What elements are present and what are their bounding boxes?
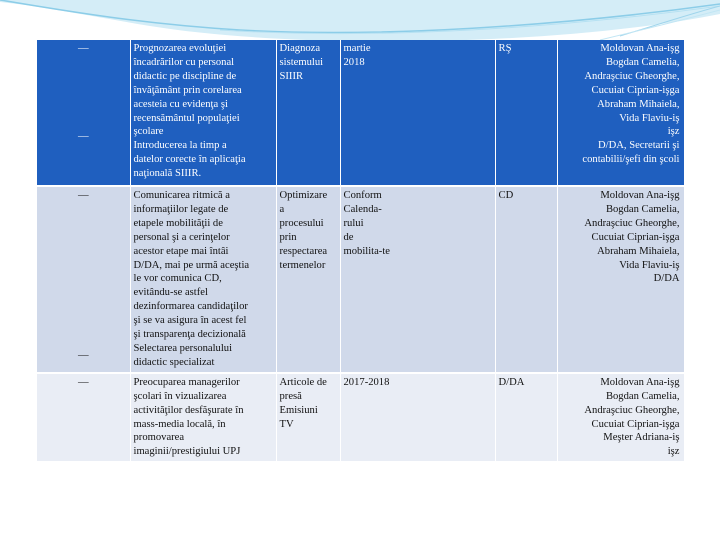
responsible-line: Andraşciuc Gheorghe, bbox=[584, 217, 680, 229]
resources-line: respectarea bbox=[279, 245, 328, 257]
resources-line: a bbox=[279, 203, 285, 215]
responsible-line: Bogdan Camelia, bbox=[605, 203, 680, 215]
responsible-line: Moldovan Ana-işg bbox=[600, 376, 680, 388]
responsible-people-cell bbox=[557, 373, 684, 462]
responsible-line: Vida Flaviu-iş bbox=[619, 259, 680, 271]
deadline-line: Conform bbox=[343, 190, 382, 201]
activity-line: didactic specializat bbox=[133, 356, 215, 368]
responsible-line: Andraşciuc Gheorghe, bbox=[584, 70, 680, 82]
responsible-people-cell bbox=[557, 186, 684, 373]
deadline-line: rului bbox=[343, 217, 364, 229]
deadline-line: mobilita-te bbox=[343, 245, 390, 257]
responsible-line: Cucuiat Ciprian-işga bbox=[591, 231, 680, 243]
responsible-line: Moldovan Ana-işg bbox=[600, 43, 680, 54]
responsible-line: Bogdan Camelia, bbox=[605, 390, 680, 402]
responsible-code-cell bbox=[495, 373, 557, 462]
activity-line: naţională SIIIR. bbox=[133, 168, 202, 180]
resources-line: prin bbox=[279, 231, 297, 243]
resources-line: Diagnoza bbox=[279, 43, 321, 54]
activity-line: Preocuparea managerilor bbox=[133, 376, 240, 388]
deadline-cell bbox=[340, 373, 495, 462]
responsible-line: Cucuiat Ciprian-işga bbox=[591, 84, 680, 96]
activity-line: datelor corecte în aplicaţia bbox=[133, 154, 246, 166]
responsible-line: Vida Flaviu-iş bbox=[619, 112, 680, 124]
resources-line: Optimizare bbox=[279, 190, 328, 201]
deadline-line: 2017-2018 bbox=[343, 376, 390, 388]
resources-cell bbox=[276, 373, 340, 462]
responsible-code-cell bbox=[495, 40, 557, 186]
resources-line: procesului bbox=[279, 217, 324, 229]
activity-line: imaginii/prestigiului UPJ bbox=[133, 446, 241, 458]
activity-line: promovarea bbox=[133, 432, 185, 444]
responsible-line: contabilii/şefi din şcoli bbox=[582, 154, 680, 166]
activity-line: Comunicarea ritmică a bbox=[133, 190, 230, 201]
activity-plan-table bbox=[37, 40, 685, 463]
responsible-line: işz bbox=[667, 446, 680, 458]
bullet-spacer bbox=[40, 56, 127, 130]
table-row bbox=[37, 186, 684, 373]
activity-line: personal şi a cerinţelor bbox=[133, 231, 230, 243]
activity-cell bbox=[130, 40, 276, 186]
activity-line: didactic pe discipline de bbox=[133, 70, 237, 82]
activity-line: şcolare bbox=[133, 126, 164, 138]
responsible-code-cell bbox=[495, 186, 557, 373]
resources-line: Emisiuni bbox=[279, 404, 318, 416]
responsible-line: Abraham Mihaiela, bbox=[597, 245, 680, 257]
bullet-cell bbox=[37, 186, 130, 373]
table-row bbox=[37, 373, 684, 462]
deadline-line: martie bbox=[343, 43, 371, 54]
activity-line: D/DA, mai pe urmă aceştia bbox=[133, 259, 250, 271]
bullet-dash: — bbox=[77, 190, 89, 201]
deadline-line: Calenda- bbox=[343, 203, 382, 215]
responsible-line: Abraham Mihaiela, bbox=[597, 98, 680, 110]
responsible-line: işz bbox=[667, 126, 680, 138]
responsible-line: Andraşciuc Gheorghe, bbox=[584, 404, 680, 416]
bullet-dash: — bbox=[77, 376, 89, 388]
deadline-line: de bbox=[343, 231, 354, 243]
responsible-people-cell bbox=[557, 40, 684, 186]
activity-line: dezinformarea candidaţilor bbox=[133, 301, 248, 313]
resources-line: presă bbox=[279, 390, 302, 402]
resources-cell bbox=[276, 40, 340, 186]
responsible-code: RŞ bbox=[498, 43, 512, 54]
bullet-dash: — bbox=[77, 43, 89, 54]
resources-line: Articole de bbox=[279, 376, 327, 388]
table-row bbox=[37, 40, 684, 186]
activity-line: învăţământ prin corelarea bbox=[133, 84, 242, 96]
activity-line: acestor etape mai întâi bbox=[133, 245, 229, 257]
activity-line: activităţilor desfăşurate în bbox=[133, 404, 244, 416]
bullet-cell bbox=[37, 40, 130, 186]
activity-line: evitându-se astfel bbox=[133, 287, 208, 299]
activity-line: informaţiilor legate de bbox=[133, 203, 229, 215]
responsible-line: Bogdan Camelia, bbox=[605, 56, 680, 68]
responsible-line: Cucuiat Ciprian-işga bbox=[591, 418, 680, 430]
responsible-line: D/DA, Secretarii şi bbox=[598, 140, 680, 152]
responsible-code: CD bbox=[498, 190, 514, 201]
bullet-cell bbox=[37, 373, 130, 462]
activity-line: le vor comunica CD, bbox=[133, 273, 222, 285]
activity-line: etapele mobilităţii de bbox=[133, 217, 223, 229]
deadline-line: 2018 bbox=[343, 56, 365, 68]
activity-line: şcolari în vizualizarea bbox=[133, 390, 227, 402]
bullet-dash: — bbox=[77, 130, 89, 142]
responsible-code: D/DA bbox=[498, 376, 525, 388]
activity-line: recensământul populaţiei bbox=[133, 112, 240, 124]
bullet-dash: — bbox=[77, 349, 89, 361]
deadline-cell bbox=[340, 40, 495, 186]
activity-line: acesteia cu evidenţa şi bbox=[133, 98, 228, 110]
activity-cell bbox=[130, 186, 276, 373]
responsible-line: D/DA bbox=[653, 273, 680, 285]
resources-line: TV bbox=[279, 418, 294, 430]
activity-line: şi transparenţa decizională bbox=[133, 329, 246, 341]
responsible-line: Moldovan Ana-işg bbox=[600, 190, 680, 201]
activity-line: şi se va asigura în acest fel bbox=[133, 315, 247, 327]
bullet-spacer bbox=[40, 203, 127, 349]
activity-line: Selectarea personalului bbox=[133, 342, 233, 354]
resources-cell bbox=[276, 186, 340, 373]
resources-line: termenelor bbox=[279, 259, 326, 271]
activity-line: Prognozarea evoluţiei bbox=[133, 43, 227, 54]
activity-line: mass-media locală, în bbox=[133, 418, 226, 430]
activity-line: Introducerea la timp a bbox=[133, 140, 227, 152]
resources-line: SIIIR bbox=[279, 70, 304, 82]
resources-line: sistemului bbox=[279, 56, 324, 68]
responsible-line: Meşter Adriana-iş bbox=[603, 432, 680, 444]
activity-cell bbox=[130, 373, 276, 462]
deadline-cell bbox=[340, 186, 495, 373]
activity-line: încadrărilor cu personal bbox=[133, 56, 235, 68]
